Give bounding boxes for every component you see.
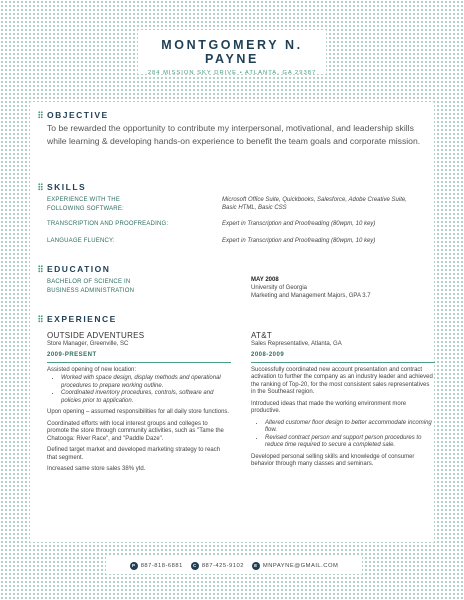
divider bbox=[47, 362, 231, 363]
cell-contact bbox=[191, 562, 244, 570]
experience-section bbox=[38, 314, 434, 542]
skill-label: EXPERIENCE WITH THE FOLLOWING SOFTWARE: bbox=[47, 197, 124, 212]
email-icon: E bbox=[252, 562, 260, 570]
cell-phone-icon: C bbox=[191, 562, 199, 570]
objective-heading: OBJECTIVE bbox=[47, 110, 109, 120]
section-marker-icon bbox=[38, 183, 43, 191]
skill-value: Expert in Transcription and Proofreading (80wpm, 10 key) bbox=[222, 221, 376, 227]
education-heading: EDUCATION bbox=[47, 264, 111, 274]
job-description: Successfully coordinated new account presentation and contract activation to further the company as an industry leader and achieved the ranking of Top-20, for the most consistent sales representatives in the Southeast region. bbox=[251, 366, 433, 395]
phone-icon: P bbox=[130, 562, 138, 570]
list-item: • Coordinated inventory procedures, controls, software and policies prior to application. bbox=[61, 390, 231, 405]
experience-heading: EXPERIENCE bbox=[47, 314, 117, 324]
job-description: Assisted opening of new location: bbox=[47, 366, 137, 373]
school-name: University of Georgia bbox=[251, 285, 308, 291]
skills-section bbox=[38, 182, 434, 264]
job-description: Introduced ideas that made the working environment more productive. bbox=[251, 400, 407, 414]
job-entry bbox=[47, 332, 231, 478]
job-bullets bbox=[47, 375, 231, 405]
skill-label: TRANSCRIPTION AND PROOFREADING: bbox=[47, 221, 169, 227]
objective-text: To be rewarded the opportunity to contribute my interpersonal, motivational, and leadership skills while learning & developing hands-on experience to benefit the team goals and corporate mission. bbox=[47, 123, 421, 146]
email-contact bbox=[252, 562, 338, 570]
major: Marketing and Management Majors, GPA 3.7 bbox=[251, 293, 371, 299]
section-marker-icon bbox=[38, 315, 43, 323]
contact-footer bbox=[106, 557, 362, 574]
job-role: Sales Representative, Atlanta, GA bbox=[251, 340, 342, 347]
list-item: • Revised contract person and support person procedures to reduce time required to secure a completed sale. bbox=[265, 435, 435, 450]
list-item: • Altered customer floor design to better accommodate incoming flow. bbox=[265, 420, 435, 435]
skill-label: LANGUAGE FLUENCY: bbox=[47, 238, 115, 244]
job-description: Defined target market and developed marketing strategy to reach that segment. bbox=[47, 447, 221, 461]
job-role: Store Manager, Greenville, SC bbox=[47, 340, 129, 347]
resume-body bbox=[30, 102, 434, 542]
job-entry bbox=[251, 332, 435, 473]
company-name: OUTSIDE ADVENTURES bbox=[47, 331, 145, 340]
education-details bbox=[251, 276, 371, 300]
cell-number: 887-425-9102 bbox=[201, 562, 244, 569]
phone-number: 887-818-6881 bbox=[140, 562, 183, 569]
degree: BACHELOR OF SCIENCE IN BUSINESS ADMINISTRATION bbox=[47, 279, 135, 294]
job-bullets bbox=[251, 420, 435, 450]
list-item: • Worked with space design, display methods and operational procedures to prepare working outline. bbox=[61, 375, 231, 390]
section-marker-icon bbox=[38, 111, 43, 119]
candidate-name: MONTGOMERY N. PAYNE bbox=[161, 38, 303, 66]
job-period: 2009-PRESENT bbox=[47, 352, 97, 358]
email-address: MNPAYNE@GMAIL.COM bbox=[262, 562, 339, 569]
skill-value: Microsoft Office Suite, Quickbooks, Salesforce, Adobe Creative Suite, Basic HTML, Basic CSS bbox=[222, 197, 407, 211]
section-marker-icon bbox=[38, 265, 43, 273]
resume-header bbox=[138, 30, 326, 74]
job-description: Coordinated efforts with local interest groups and colleges to promote the store through community activities, such as "Tame the Chatooga: River Race", and "Paddle Daze". bbox=[47, 420, 224, 442]
phone-contact bbox=[130, 562, 183, 570]
graduation-date: MAY 2008 bbox=[251, 277, 279, 283]
skills-heading: SKILLS bbox=[47, 182, 87, 192]
objective-section bbox=[38, 110, 431, 147]
candidate-address: 284 MISSION SKY DRIVE • ATLANTA, GA 29387 bbox=[147, 70, 317, 76]
job-period: 2008-2009 bbox=[251, 352, 285, 358]
skill-value: Expert in Transcription and Proofreading (80wpm, 10 key) bbox=[222, 238, 376, 244]
education-section bbox=[38, 264, 434, 314]
job-description: Upon opening – assumed responsibilities for all daily store functions. bbox=[47, 409, 230, 415]
job-description: Increased same store sales 38% ytd. bbox=[47, 466, 146, 472]
company-name: AT&T bbox=[251, 331, 273, 340]
divider bbox=[251, 362, 435, 363]
job-description: Developed personal selling skills and knowledge of consumer behavior through many classes and seminars. bbox=[251, 453, 415, 467]
